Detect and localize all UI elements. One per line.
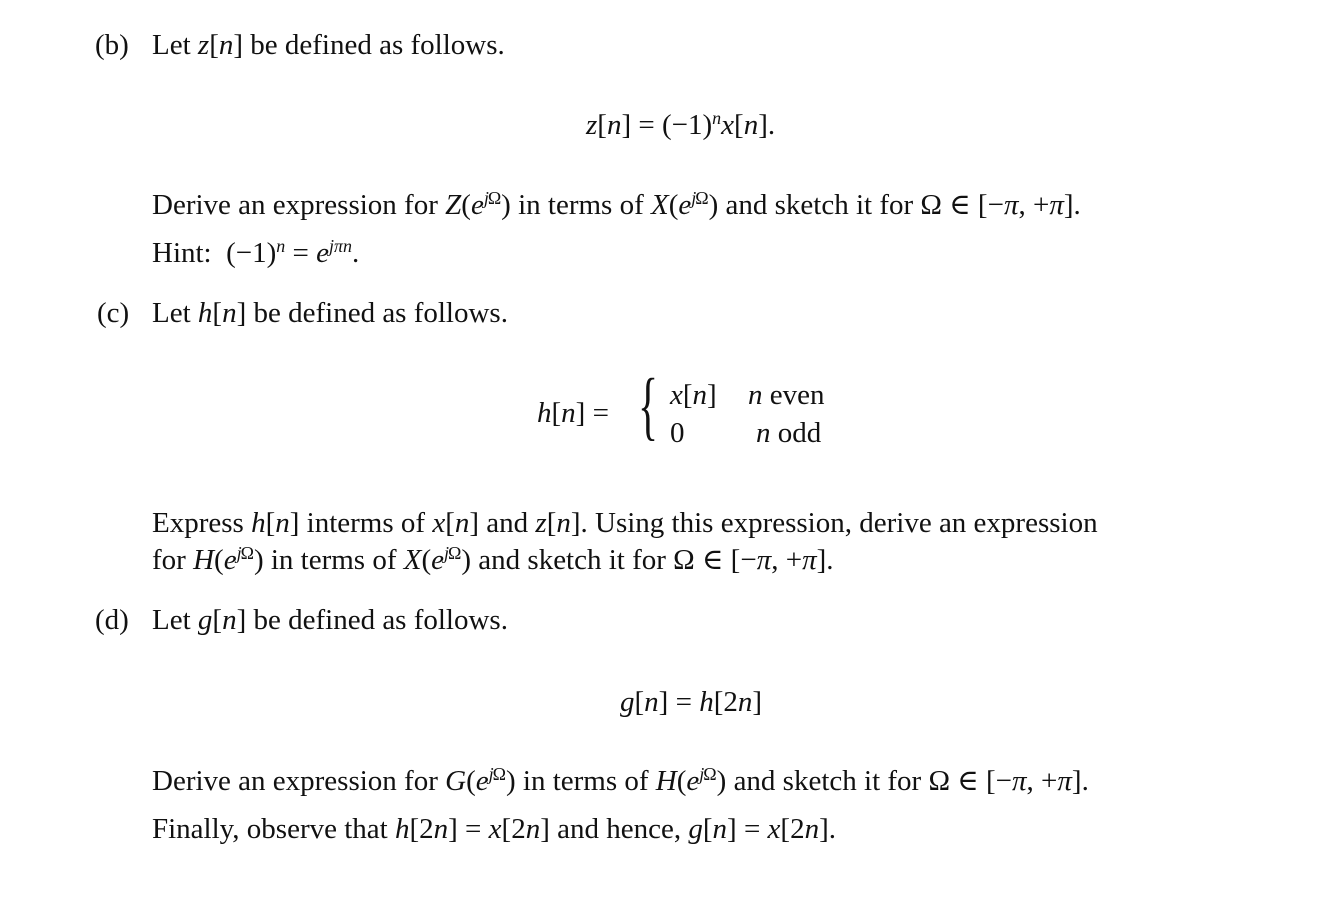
- part-c-equation-lhs: h[n] =: [537, 397, 609, 429]
- part-c-task-line-2: for $H(e^{j\Omega})$ in terms of $X(e^{j\Omega})$ and sketch it for Ω ∈ [−π, +π].: [152, 543, 834, 576]
- part-d-task: Derive an expression for $G(e^{j\Omega})$ in terms of $H(e^{j\Omega})$ and sketch it for Ω ∈ [−π, +π].: [152, 764, 1089, 797]
- part-d-conclusion: Finally, observe that h[2n] = x[2n] and hence, g[n] = x[2n].: [152, 813, 837, 845]
- piecewise-brace: {: [638, 364, 659, 448]
- part-c-case-2-value: 0: [670, 417, 685, 449]
- part-c-task: Express h[n] interms of x[n] and z[n]. Using this expression, derive an expression: [152, 507, 1098, 539]
- part-c-case-2-condition: n odd: [756, 417, 822, 449]
- part-b-hint: Hint: $(-1)^n = e^{j\pi n}$.: [152, 236, 360, 269]
- part-d-label: (d): [95, 604, 129, 636]
- part-b-intro: Let z[n] be defined as follows.: [152, 29, 505, 61]
- part-c-case-1-value: x[n]: [670, 379, 717, 411]
- part-b-equation: $z[n] = (-1)^nx[n]$.: [586, 108, 776, 141]
- part-c-case-1-condition: n even: [748, 379, 825, 411]
- part-d-equation: g[n] = h[2n]: [620, 686, 763, 718]
- part-c-intro: Let h[n] be defined as follows.: [152, 297, 508, 329]
- part-d-intro: Let g[n] be defined as follows.: [152, 604, 508, 636]
- part-b-label: (b): [95, 29, 129, 61]
- part-b-task: Derive an expression for $Z(e^{j\Omega})$ in terms of $X(e^{j\Omega})$ and sketch it for Ω ∈ [−π, +π].: [152, 188, 1081, 221]
- part-c-label: (c): [97, 297, 130, 329]
